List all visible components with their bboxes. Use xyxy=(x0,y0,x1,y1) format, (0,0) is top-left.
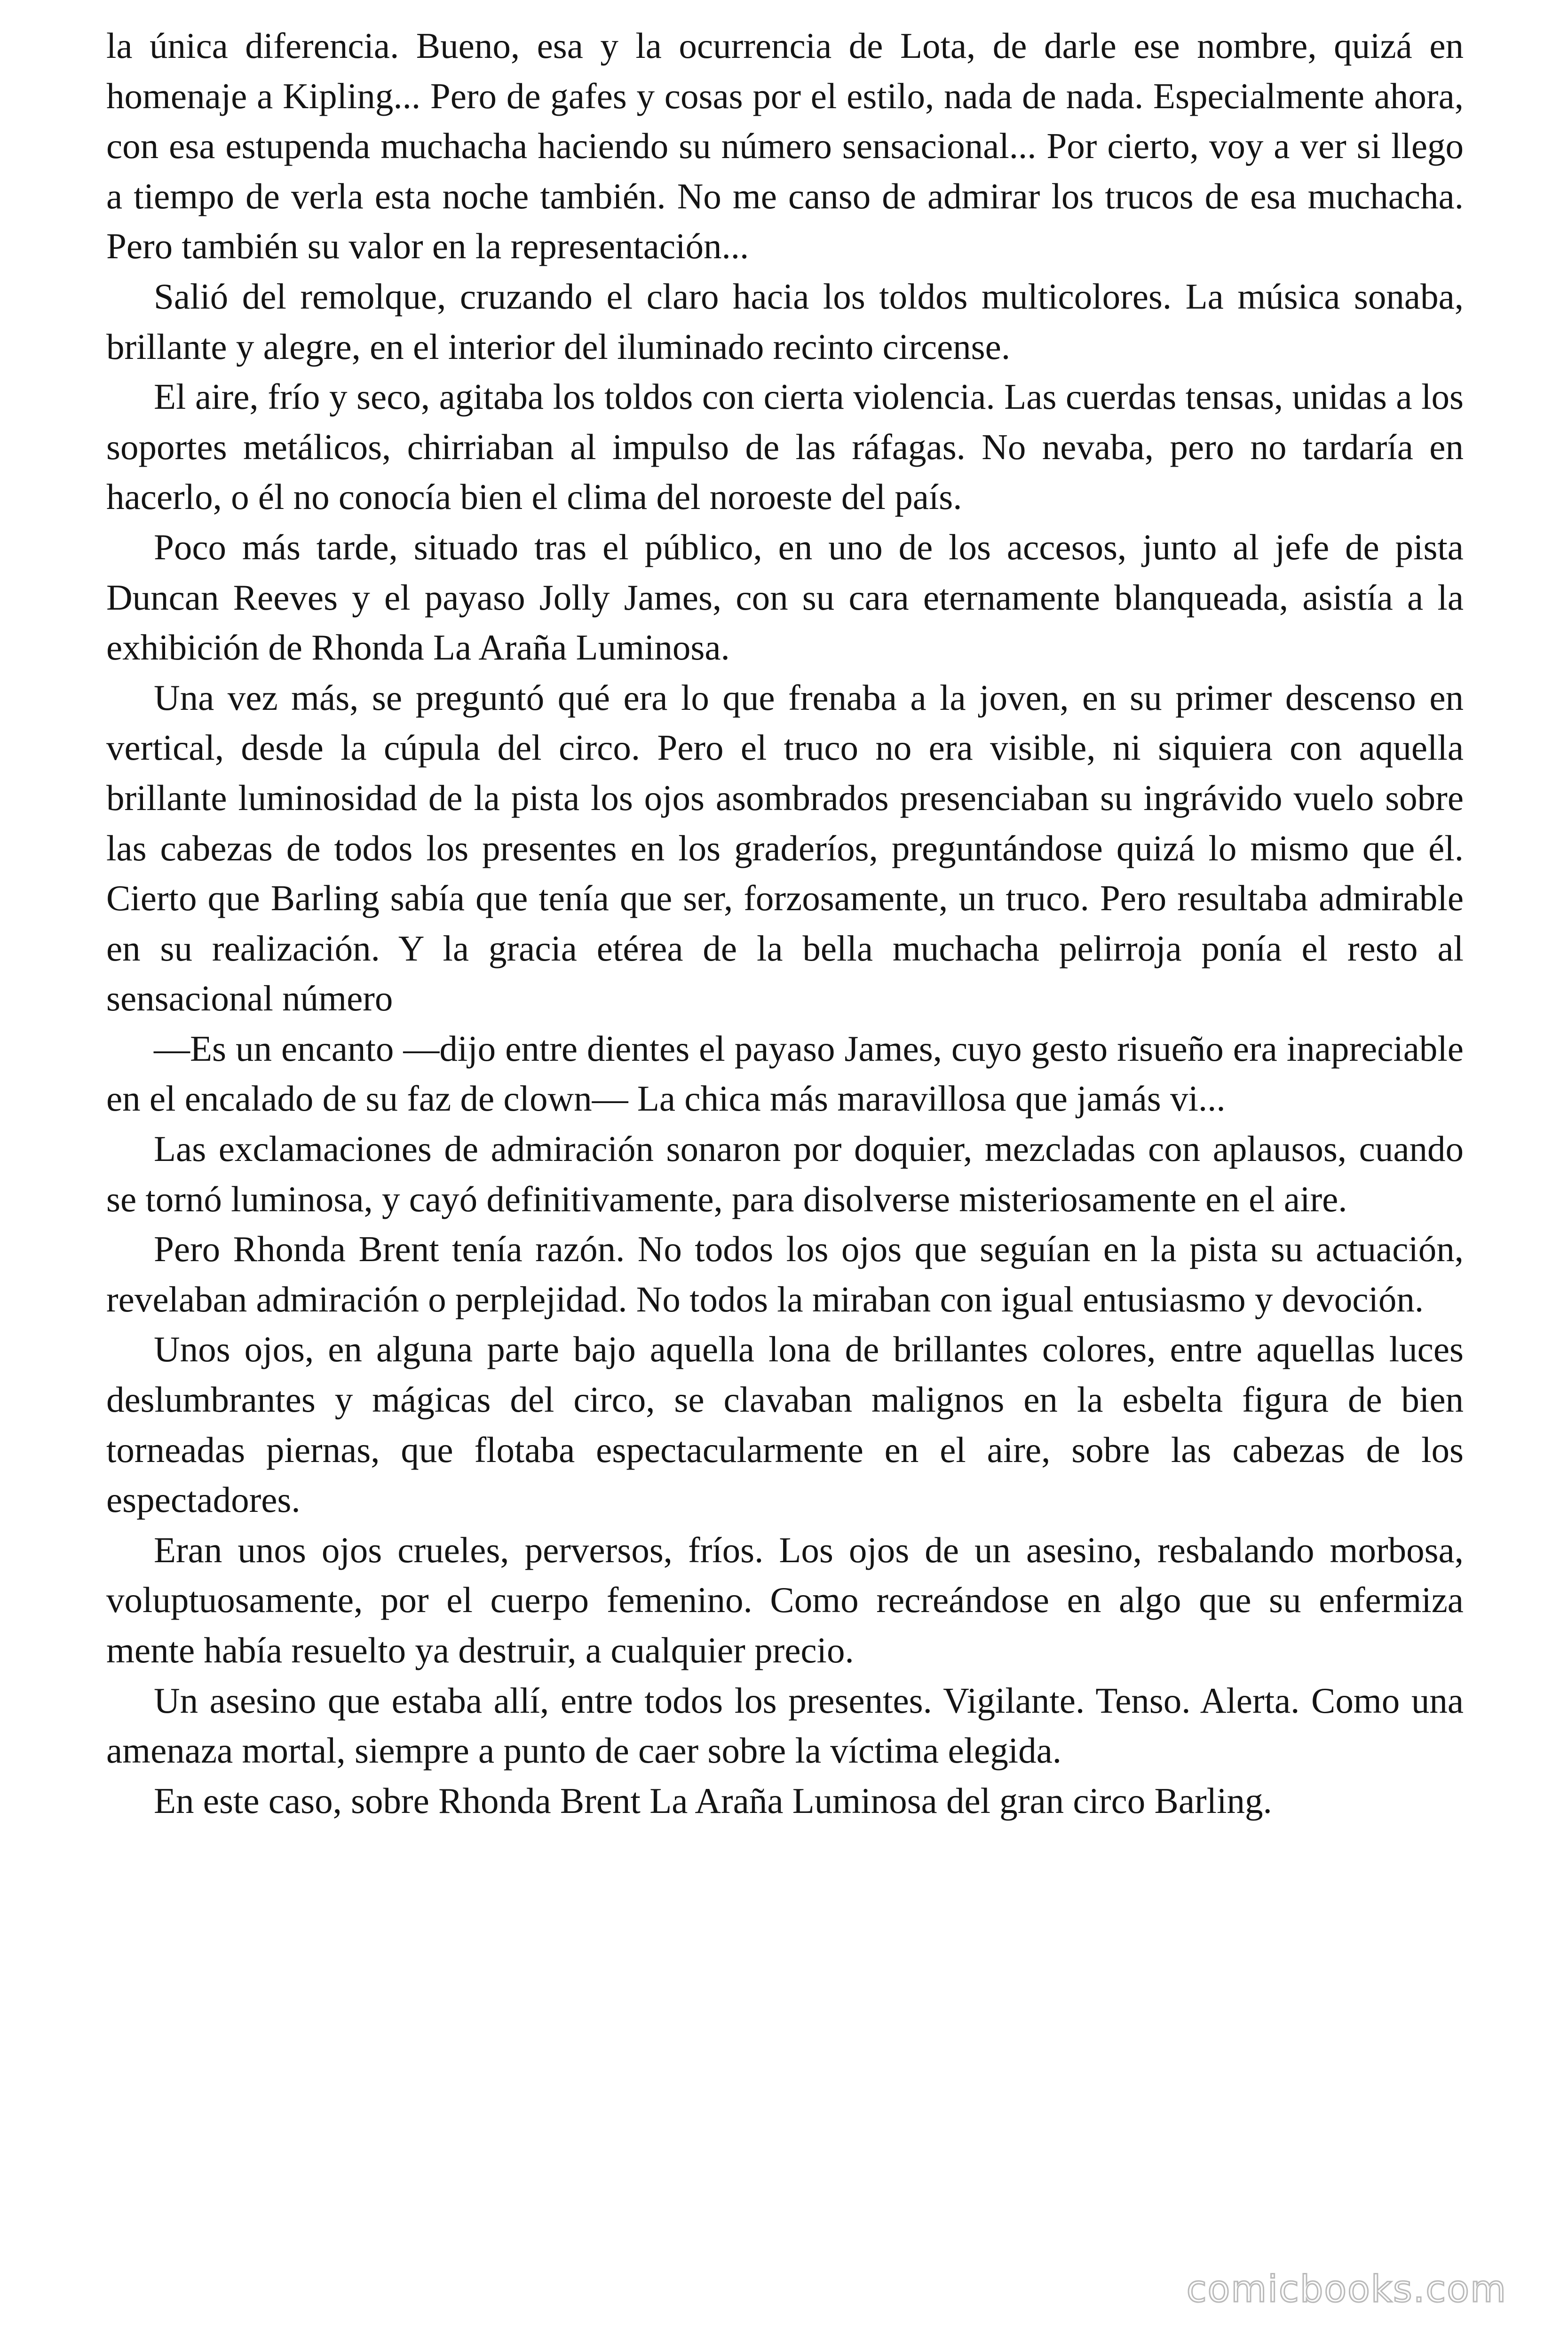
paragraph: Una vez más, se preguntó qué era lo que frenaba a la joven, en su primer descenso en vertical, desde la cúpula del circo. Pero el truco no era visible, ni siquiera con aquella brillante luminosidad de la pista los ojos asombrados presenciaban su ingrávido vuelo sobre las cabezas de todos los presentes en los graderíos, preguntándose quizá lo mismo que él. Cierto que Barling sabía que tenía que ser, forzosamente, un truco. Pero resultaba admirable en su realización. Y la gracia etérea de la bella muchacha pelirroja ponía el resto al sensacional número xyxy=(106,677,1464,1019)
paragraph: Poco más tarde, situado tras el público, en uno de los accesos, junto al jefe de pista Duncan Reeves y el payaso Jolly James, con su cara eternamente blanqueada, asistía a la exhibición de Rhonda La Araña Luminosa. xyxy=(106,526,1464,668)
paragraph: Las exclamaciones de admiración sonaron por doquier, mezcladas con aplausos, cuando se tornó luminosa, y cayó definitivamente, para disolverse misteriosamente en el aire. xyxy=(106,1128,1464,1219)
body-text xyxy=(106,21,1464,1826)
paragraph-continuation: la única diferencia. Bueno, esa y la ocurrencia de Lota, de darle ese nombre, quizá en homenaje a Kipling... Pero de gafes y cosas por el estilo, nada de nada. Especialmente ahora, con esa estupenda muchacha haciendo su número sensacional... Por cierto, voy a ver si llego a tiempo de verla esta noche también. No me canso de admirar los trucos de esa muchacha. Pero también su valor en la representación... xyxy=(106,25,1464,267)
paragraph: El aire, frío y seco, agitaba los toldos con cierta violencia. Las cuerdas tensas, unidas a los soportes metálicos, chirriaban al impulso de las ráfagas. No nevaba, pero no tardaría en hacerlo, o él no conocía bien el clima del noroeste del país. xyxy=(106,376,1464,517)
watermark: comicbooks.com xyxy=(1186,2268,1507,2311)
paragraph: Unos ojos, en alguna parte bajo aquella lona de brillantes colores, entre aquellas luces deslumbrantes y mágicas del circo, se clavaban malignos en la esbelta figura de bien torneadas piernas, que flotaba espectacularmente en el aire, sobre las cabezas de los espectadores. xyxy=(106,1329,1464,1520)
paragraph: En este caso, sobre Rhonda Brent La Araña Luminosa del gran circo Barling. xyxy=(154,1780,1272,1821)
paragraph: Salió del remolque, cruzando el claro hacia los toldos multicolores. La música sonaba, brillante y alegre, en el interior del iluminado recinto circense. xyxy=(106,276,1464,367)
paragraph: Un asesino que estaba allí, entre todos los presentes. Vigilante. Tenso. Alerta. Como una amenaza mortal, siempre a punto de caer sobre la víctima elegida. xyxy=(106,1680,1464,1771)
paragraph: Eran unos ojos crueles, perversos, fríos. Los ojos de un asesino, resbalando morbosa, voluptuosamente, por el cuerpo femenino. Como recreándose en algo que su enfermiza mente había resuelto ya destruir, a cualquier precio. xyxy=(106,1529,1464,1670)
dialogue-paragraph: —Es un encanto —dijo entre dientes el payaso James, cuyo gesto risueño era inapreciable en el encalado de su faz de clown— La chica más maravillosa que jamás vi... xyxy=(106,1028,1464,1119)
paragraph: Pero Rhonda Brent tenía razón. No todos los ojos que seguían en la pista su actuación, revelaban admiración o perplejidad. No todos la miraban con igual entusiasmo y devoción. xyxy=(106,1229,1464,1319)
